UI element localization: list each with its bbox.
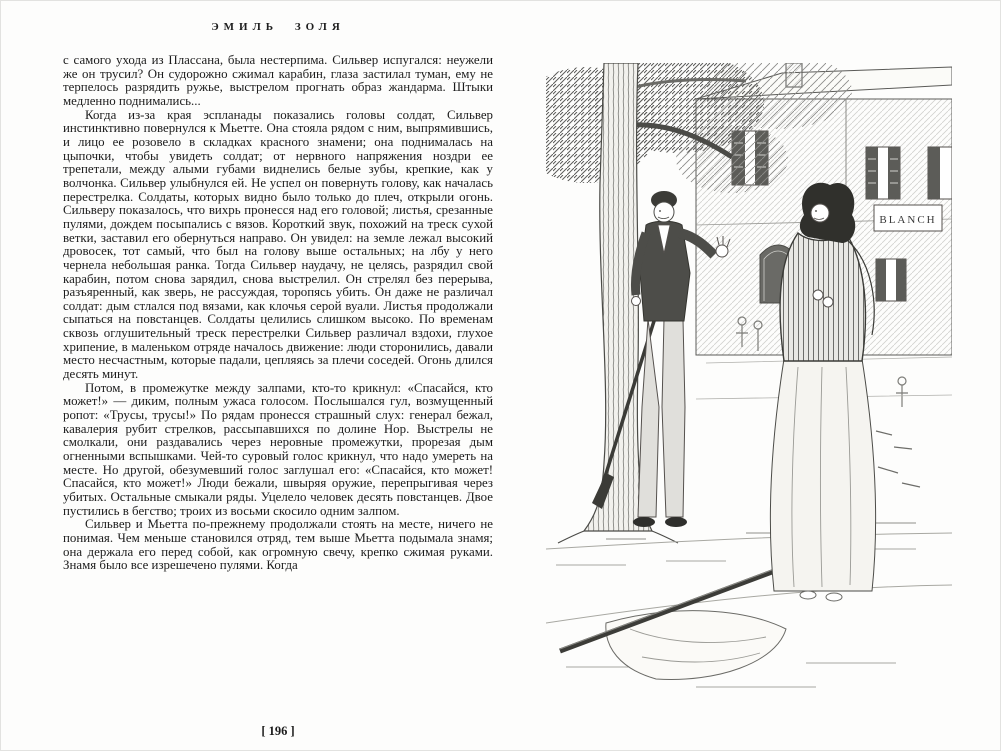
window xyxy=(866,147,900,199)
shop-sign-text: BLANCH xyxy=(879,214,937,226)
shop-sign xyxy=(874,205,942,231)
banner-cloth xyxy=(606,611,786,680)
body-text xyxy=(63,54,493,573)
illustration xyxy=(546,63,952,691)
paragraph: Сильвер и Мьетта по-прежнему продолжали стоять на месте, ничего не понимая. Чем меньше становился отряд, тем выше Мьетта подымала знамя; она держала его перед собой, как огромную свечу, крепко сжимая руками. Знамя было все изрешечено пулями. Когда xyxy=(63,517,493,573)
illustration-svg xyxy=(546,63,952,691)
window xyxy=(928,147,952,199)
paragraph: Потом, в промежутке между залпами, кто-то крикнул: «Спасайся, кто может!» — диким, полным ужаса голосом. Послышался гул, возмущенный ропот: «Трусы, трусы!» По рядам пронесся страшный слух: генерал бежал, кавалерия рубит стрелков, рассыпавшихся по долине Нор. Выстрелы не смолкали, они раздавались через неровные промежутки, прорезая дым огненными вспышками. Чей-то суровый голос крикнул, что надо умереть на месте. Но другой, обезумевший голос заглушал его: «Спасайся, кто может! Спасайся, кто может!» Люди бежали, швыряя оружие, перепрыгивая через убитых. Остальные смыкали ряды. Уцелело человек десять повстанцев. Двое пустились в бегство; троих из восьми скосило одним залпом. xyxy=(63,380,493,518)
paragraph: с самого ухода из Плассана, была нестерпима. Сильвер испугался: неужели же он трусил? Он судорожно сжимал карабин, глаза застилал туман, ему не терпелось разрядить ружье, выстрелом прогнать образ жандарма. Штыки медленно поднимались... xyxy=(63,53,493,108)
window xyxy=(876,259,906,301)
left-page xyxy=(63,21,493,573)
running-head: ЭМИЛЬ ЗОЛЯ xyxy=(211,21,345,33)
page-number: [ 196 ] xyxy=(261,724,295,738)
paragraph: Когда из-за края эспланады показались головы солдат, Сильвер инстинктивно повернулся к Мьетте. Она стояла рядом с ним, выпрямившись, и лицо ее розовело в складках красного знамени; она поднималась на цыпочки, чтобы увидеть солдат; от нервного напряжения ноздри ее трепетали, между алыми губами виднелись белые зубы, крепкие, как у волчонка. Сильвер улыбнулся ей. Не успел он повернуть голову, как началась перестрелка. Солдаты, которых видно было только до плеч, открыли огонь. Сильверу показалось, что вихрь пронесся над его головой; листья, срезанные пулями, дождем посыпались с вязов. Короткий звук, похожий на треск сухой ветки, заставил его обернуться направо. Он увидел: на земле лежал высокий дровосек, тот самый, что был на голову выше остальных; на лбу у него чернела небольшая ранка. Тогда Сильвер наудачу, не целясь, разрядил свой карабин, потом снова зарядил, снова выстрелил. Он стрелял без перерыва, разъяренный, как зверь, не рассуждая, торопясь убить. Он даже не различал солдат: дым стлался под вязами, как клочья серой вуали. Листья продолжали сыпаться на повстанцев. Солдаты целились слишком высоко. По временам сквозь оглушительный треск перестрелки Сильвер различал вздохи, глухое хрипение, в маленьком отряде началось движение: люди сторонились, давали место несчастным, которые падали, цепляясь за плечи соседей. Огонь длился десять минут. xyxy=(63,107,493,382)
